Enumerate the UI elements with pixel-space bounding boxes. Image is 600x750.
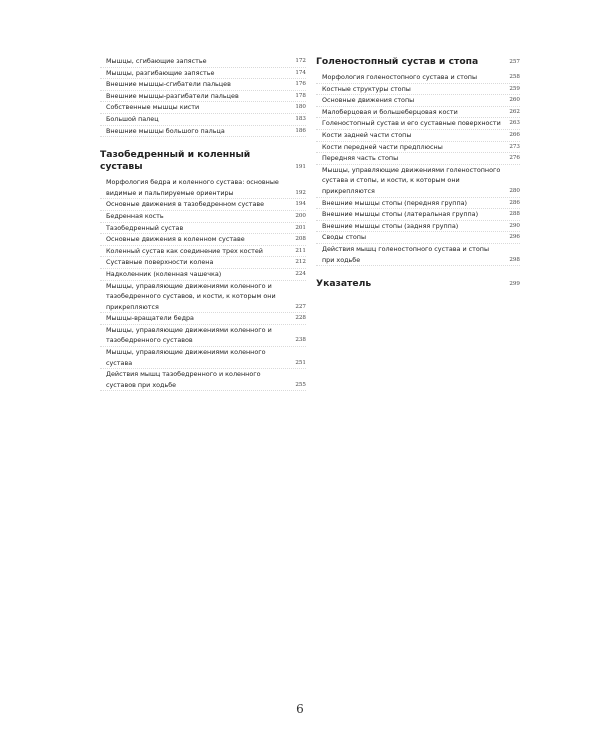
entry-title: Мышцы, сгибающие запястье xyxy=(106,57,207,65)
entry-title: Голеностопный сустав и его суставные поверхности xyxy=(322,119,501,128)
section-title: Тазобедренный и коленный суставы xyxy=(100,149,251,173)
toc-entry[interactable] xyxy=(316,107,520,119)
toc-entry[interactable] xyxy=(100,126,306,138)
toc-entry[interactable] xyxy=(100,91,306,103)
entry-page-number: 273 xyxy=(509,143,520,150)
entry-title: Мышцы, управляющие движениями коленного и тазобедренного суставов, и кости, к которым они прикрепляются xyxy=(106,281,276,311)
entry-page-number: 290 xyxy=(509,222,520,229)
toc-entry[interactable] xyxy=(100,79,306,91)
entry-title: Большой палец xyxy=(106,114,159,123)
entry-page-number: 280 xyxy=(509,187,520,194)
toc-entry[interactable] xyxy=(316,95,520,107)
toc-entry[interactable] xyxy=(100,257,306,269)
toc-right-column xyxy=(316,56,520,294)
toc-entry[interactable] xyxy=(316,153,520,165)
toc-entry[interactable] xyxy=(316,165,520,198)
entry-page-number: 276 xyxy=(509,155,520,162)
toc-entry[interactable] xyxy=(316,209,520,221)
entry-page-number: 251 xyxy=(295,359,306,366)
entry-title: Морфология бедра и коленного сустава: основные видимые и пальпируемые ориентиры xyxy=(106,178,279,197)
entry-title: Внешние мышцы стопы (задняя группа) xyxy=(322,221,459,230)
toc-entry[interactable] xyxy=(100,281,306,314)
entry-page-number: 176 xyxy=(295,81,306,88)
entry-page-number: 186 xyxy=(295,127,306,134)
toc-entry[interactable] xyxy=(100,246,306,258)
entry-page-number: 228 xyxy=(295,315,306,322)
entry-title: Основные движения в коленном суставе xyxy=(106,235,245,244)
toc-entry[interactable] xyxy=(100,234,306,246)
toc-entry[interactable] xyxy=(100,56,306,68)
entry-title: Суставные поверхности колена xyxy=(106,258,214,267)
toc-entry[interactable] xyxy=(316,198,520,210)
entry-title: Внешние мышцы большого пальца xyxy=(106,126,225,135)
entry-title: Собственные мышцы кисти xyxy=(106,103,200,112)
section-title: Указатель xyxy=(316,278,372,290)
toc-entry[interactable] xyxy=(316,118,520,130)
entry-page-number: 262 xyxy=(509,108,520,115)
toc-entry[interactable] xyxy=(316,232,520,244)
entry-title: Кости задней части стопы xyxy=(322,130,412,139)
entry-page-number: 238 xyxy=(295,337,306,344)
toc-section-heading[interactable] xyxy=(316,56,520,68)
entry-title: Надколенник (коленная чашечка) xyxy=(106,269,222,278)
toc-entry[interactable] xyxy=(100,68,306,80)
entry-title: Передняя часть стопы xyxy=(322,154,399,163)
page-number: 6 xyxy=(296,702,304,716)
toc-entry[interactable] xyxy=(100,199,306,211)
entry-page-number: 194 xyxy=(295,201,306,208)
entry-title: Внешние мышцы-разгибатели пальцев xyxy=(106,91,239,100)
entry-page-number: 286 xyxy=(509,199,520,206)
entry-page-number: 266 xyxy=(509,131,520,138)
entry-title: Костные структуры стопы xyxy=(322,84,411,93)
toc-entry[interactable] xyxy=(100,114,306,126)
entry-title: Действия мышц тазобедренного и коленного суставов при ходьбе xyxy=(106,370,261,389)
entry-page-number: 201 xyxy=(295,224,306,231)
toc-entry[interactable] xyxy=(316,142,520,154)
entry-title: Действия мышц голеностопного сустава и стопы при ходьбе xyxy=(322,244,490,264)
entry-title: Кости передней части предплюсны xyxy=(322,142,443,151)
entry-page-number: 180 xyxy=(295,104,306,111)
entry-title: Тазобедренный сустав xyxy=(106,223,184,232)
entry-page-number: 208 xyxy=(295,236,306,243)
entry-page-number: 296 xyxy=(509,234,520,241)
entry-title: Мышцы, управляющие движениями голеностопного сустава и стопы, и кости, к которым они прикрепляются xyxy=(322,165,501,195)
entry-title: Основные движения в тазобедренном суставе xyxy=(106,200,265,209)
entry-title: Основные движения стопы xyxy=(322,96,415,105)
entry-page-number: 298 xyxy=(509,256,520,263)
entry-page-number: 183 xyxy=(295,115,306,122)
entry-page-number: 212 xyxy=(295,259,306,266)
entry-page-number: 299 xyxy=(509,281,520,288)
toc-entry[interactable] xyxy=(316,130,520,142)
entry-page-number: 224 xyxy=(295,270,306,277)
entry-title: Мышцы, управляющие движениями коленного сустава xyxy=(106,348,266,367)
section-title: Голеностопный сустав и стопа xyxy=(316,56,479,67)
entry-page-number: 211 xyxy=(295,247,306,254)
toc-entry[interactable] xyxy=(100,211,306,223)
entry-title: Внешние мышцы стопы (передняя группа) xyxy=(322,198,468,207)
toc-section-heading[interactable] xyxy=(100,149,306,173)
entry-title: Коленный сустав как соединение трех костей xyxy=(106,246,263,255)
entry-title: Мышцы, управляющие движениями коленного и тазобедренного суставов xyxy=(106,325,272,345)
entry-page-number: 288 xyxy=(509,211,520,218)
toc-section-heading[interactable] xyxy=(316,278,520,290)
entry-title: Бедренная кость xyxy=(106,211,164,220)
toc-entry[interactable] xyxy=(100,177,306,199)
entry-page-number: 178 xyxy=(295,92,306,99)
toc-entry[interactable] xyxy=(316,72,520,84)
entry-page-number: 200 xyxy=(295,212,306,219)
entry-page-number: 258 xyxy=(509,74,520,80)
toc-entry[interactable] xyxy=(100,313,306,325)
entry-page-number: 227 xyxy=(295,303,306,310)
entry-page-number: 259 xyxy=(509,85,520,92)
toc-entry[interactable] xyxy=(316,84,520,96)
toc-entry[interactable] xyxy=(316,221,520,233)
entry-page-number: 255 xyxy=(295,381,306,388)
entry-page-number: 263 xyxy=(509,120,520,127)
entry-page-number: 260 xyxy=(509,97,520,104)
entry-title: Малоберцовая и большеберцовая кости xyxy=(322,107,458,116)
toc-entry[interactable] xyxy=(100,102,306,114)
entry-title: Морфология голеностопного сустава и стопы xyxy=(322,73,478,81)
entry-title: Мышцы-вращатели бедра xyxy=(106,314,194,323)
toc-entry[interactable] xyxy=(100,269,306,281)
toc-entry[interactable] xyxy=(316,244,520,266)
entry-title: Мышцы, разгибающие запястье xyxy=(106,68,215,77)
entry-page-number: 192 xyxy=(295,189,306,196)
entry-title: Внешние мышцы-сгибатели пальцев xyxy=(106,80,231,89)
toc-entry[interactable] xyxy=(100,369,306,391)
toc-left-column xyxy=(100,56,306,391)
toc-entry[interactable] xyxy=(100,223,306,235)
toc-entry[interactable] xyxy=(100,325,306,347)
entry-page-number: 174 xyxy=(295,69,306,76)
entry-title: Внешние мышцы стопы (латеральная группа) xyxy=(322,210,479,219)
entry-page-number: 191 xyxy=(295,164,306,171)
entry-page-number: 172 xyxy=(295,58,306,64)
entry-title: Своды стопы xyxy=(322,233,367,242)
toc-entry[interactable] xyxy=(100,347,306,369)
entry-page-number: 257 xyxy=(509,59,520,65)
